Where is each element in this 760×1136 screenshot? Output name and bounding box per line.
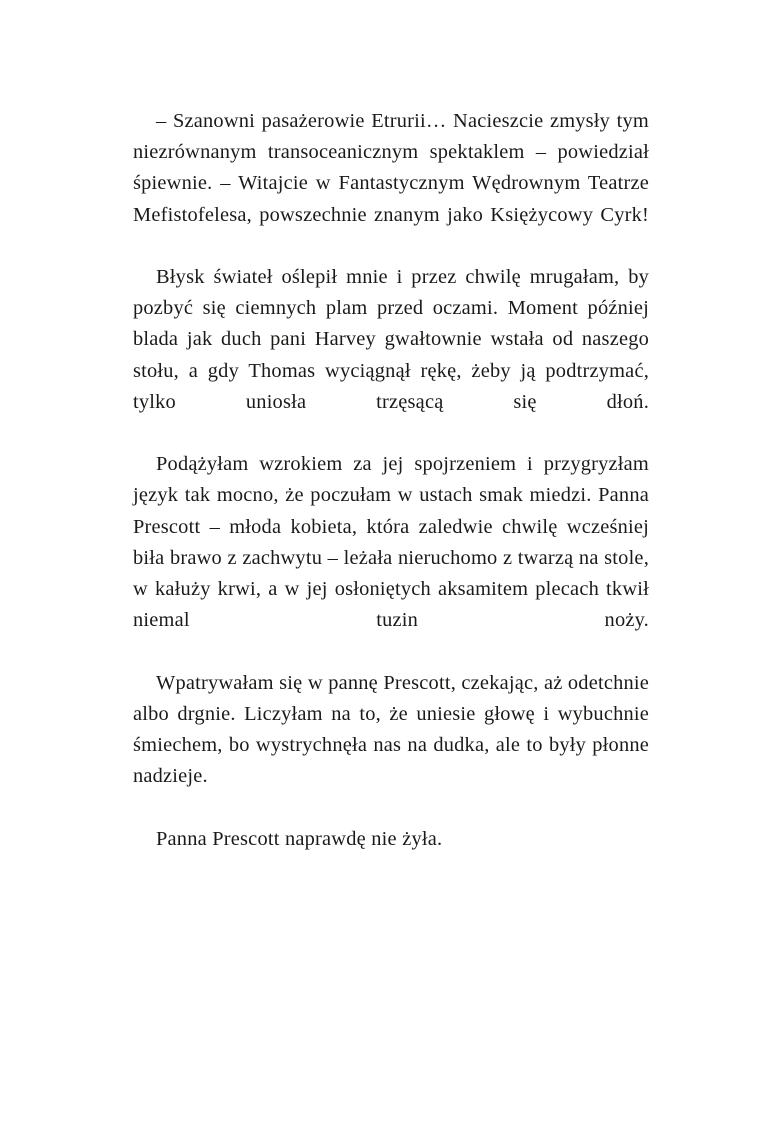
paragraph-3: Podążyłam wzrokiem za jej spojrzeniem i przygryzłam język tak mocno, że poczułam w ustach smak miedzi. Panna Prescott – młoda kobieta, która zaledwie chwilę wcześniej biła brawo z zachwytu – leżała nieruchomo z twarzą na stole, w kałuży krwi, a w jej osłoniętych aksamitem plecach tkwił niemal tuzin noży. <box>133 453 649 632</box>
body-text-block <box>133 106 649 855</box>
paragraph-4: Wpatrywałam się w pannę Prescott, czekając, aż odetchnie albo drgnie. Liczyłam na to, że uniesie głowę i wybuchnie śmiechem, bo wystrychnęła nas na dudka, ale to były płonne nadzieje. <box>133 671 649 788</box>
paragraph-2: Błysk świateł oślepił mnie i przez chwilę mrugałam, by pozbyć się ciemnych plam przed oczami. Moment później blada jak duch pani Harvey gwałtownie wstała od naszego stołu, a gdy Thomas wyciągnął rękę, żeby ją podtrzymać, tylko uniosła trzęsącą się dłoń. <box>133 266 649 413</box>
paragraph-5: Panna Prescott naprawdę nie żyła. <box>156 827 443 850</box>
paragraph-1: – Szanowni pasażerowie Etrurii… Nacieszcie zmysły tym niezrównanym transoceanicznym spektaklem – powiedział śpiewnie. – Witajcie w Fantastycznym Wędrownym Teatrze Mefistofelesa, powszechnie znanym jako Księżycowy Cyrk! <box>133 110 649 226</box>
